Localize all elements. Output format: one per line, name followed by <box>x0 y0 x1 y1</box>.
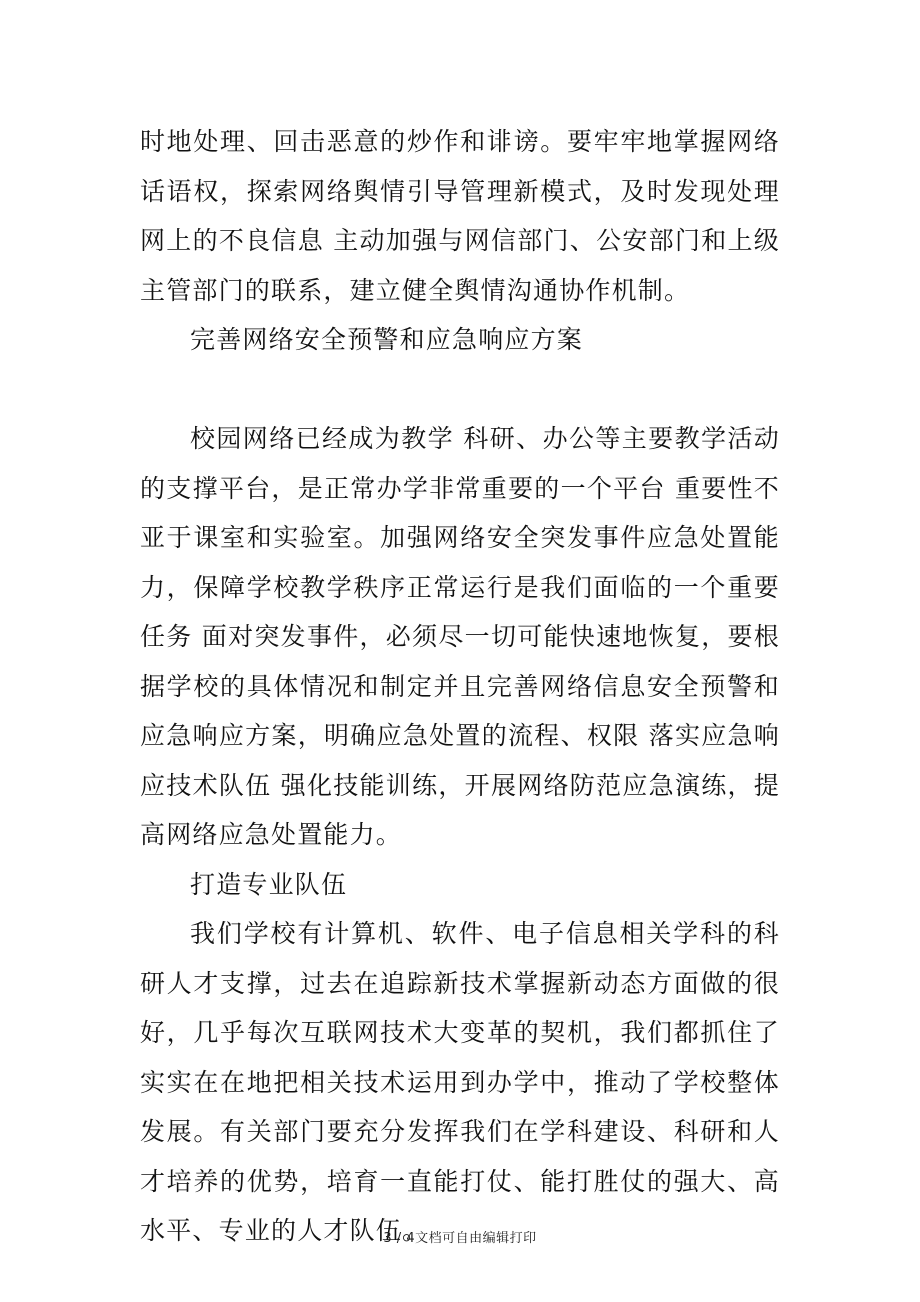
section-heading-professional-team: 打造专业队伍 <box>190 869 348 899</box>
section-heading-security-warning: 完善网络安全预警和应急响应方案 <box>190 325 584 354</box>
paragraph-campus-network: 校园网络已经成为教学 科研、办公等主要教学活动的支撑平台，是正常办学非常重要的一个平台 重要性不亚于课室和实验室。加强网络安全突发事件应急处置能力，保障学校教学秩序正常运行是我们面临的一个重要任务 面对突发事件，必须尽一切可能快速地恢复，要根据学校的具体情况和制定并且完善网络信息安全预警和应急响应方案，明确应急处置的流程、权限 落实应急响应技术队伍 强化技能训练，开展网络防范应急演练，提高网络应急处置能力。 <box>140 424 780 849</box>
paragraph-continuation: 时地处理、回击恶意的炒作和诽谤。要牢牢地掌握网络话语权，探索网络舆情引导管理新模式，及时发现处理网上的不良信息 主动加强与网信部门、公安部门和上级主管部门的联系，建立健全舆情沟通协作机制。 <box>140 127 780 305</box>
document-body <box>140 117 780 1256</box>
blank-line <box>140 365 780 415</box>
paragraph-talent-support: 我们学校有计算机、软件、电子信息相关学科的科研人才支撑，过去在追踪新技术掌握新动态方面做的很好，几乎每次互联网技术大变革的契机，我们都抓住了实实在在地把相关技术运用到办学中，推动了学校整体发展。有关部门要充分发挥我们在学科建设、科研和人才培养的优势，培育一直能打仗、能打胜仗的强大、高水平、专业的人才队伍。 <box>140 919 780 1245</box>
page-footer: 3 / 4文档可自由编辑打印 <box>383 1231 537 1246</box>
